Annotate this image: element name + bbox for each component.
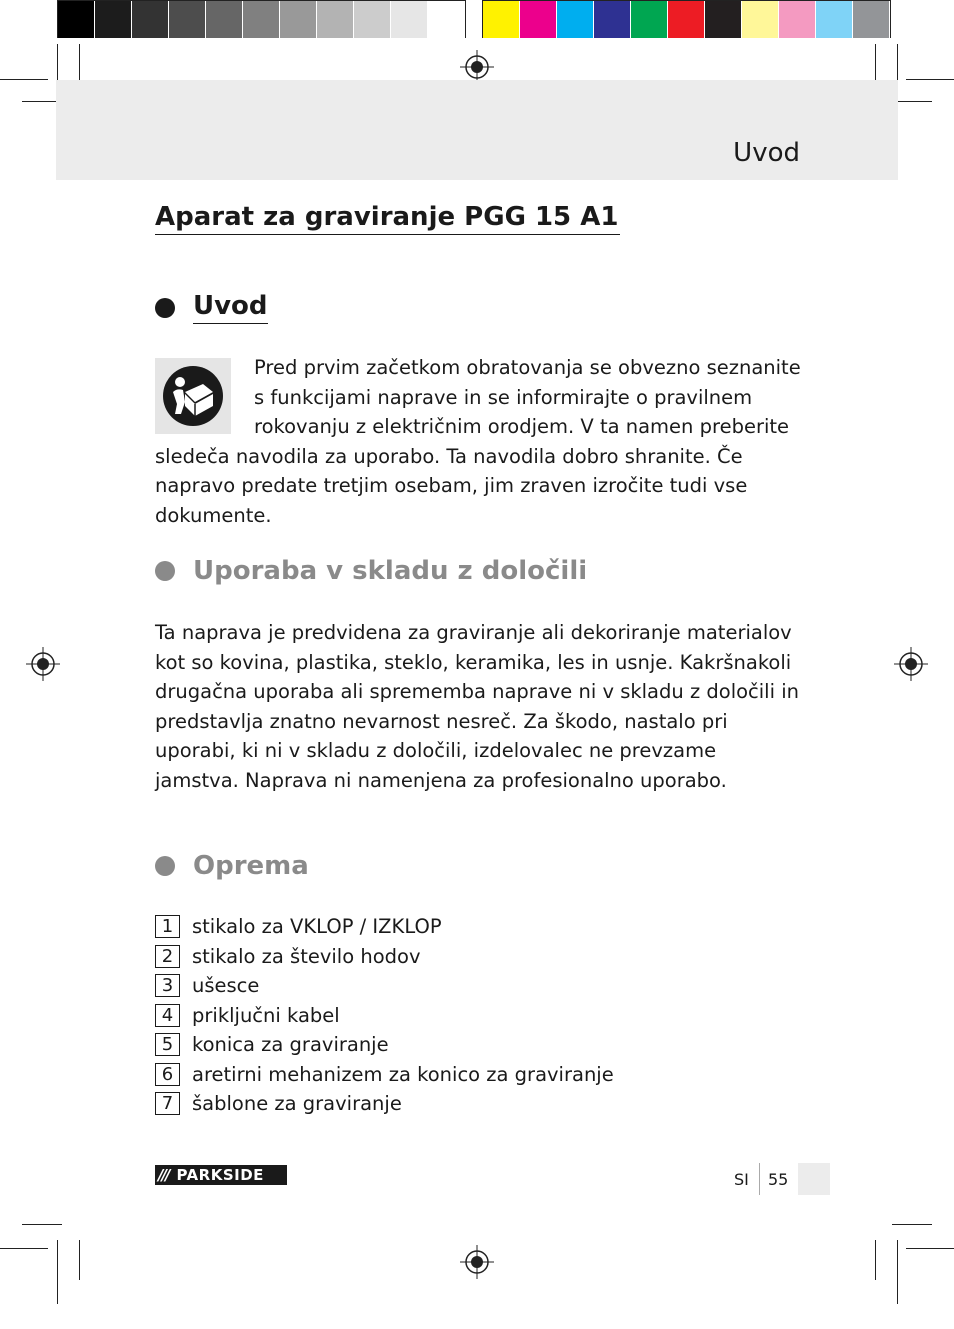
calibration-swatch [95, 1, 132, 38]
item-number: 6 [155, 1063, 180, 1086]
logo-slashes: /// [158, 1166, 169, 1184]
calibration-swatch [428, 1, 465, 38]
registration-mark-icon [460, 50, 494, 84]
item-number: 3 [155, 974, 180, 997]
calibration-swatch [391, 1, 428, 38]
item-number: 7 [155, 1092, 180, 1115]
calibration-swatch [243, 1, 280, 38]
footer-divider [759, 1163, 760, 1195]
intro-paragraph [155, 353, 805, 530]
item-label: priključni kabel [192, 1003, 340, 1027]
calibration-swatch [317, 1, 354, 38]
calibration-swatch [594, 1, 631, 38]
calibration-swatch [520, 1, 557, 38]
item-number: 2 [155, 945, 180, 968]
language-code: SI [734, 1170, 749, 1189]
calibration-swatch [816, 1, 853, 38]
item-label: ušesce [192, 974, 260, 998]
item-label: stikalo za VKLOP / IZKLOP [192, 915, 442, 939]
calibration-swatch [631, 1, 668, 38]
calibration-swatch [853, 1, 890, 38]
item-label: konica za graviranje [192, 1033, 389, 1057]
item-number: 5 [155, 1033, 180, 1056]
calibration-swatch [557, 1, 594, 38]
bullet-icon [155, 561, 175, 581]
bullet-icon [155, 856, 175, 876]
equipment-list [155, 912, 614, 1119]
section-heading-text: Oprema [193, 851, 309, 881]
crop-mark [22, 1224, 62, 1225]
calibration-swatch [206, 1, 243, 38]
color-calibration-bar [482, 0, 891, 38]
page-tab-marker [798, 1163, 830, 1195]
bullet-icon [155, 298, 175, 318]
crop-mark [875, 1240, 876, 1280]
item-label: šablone za graviranje [192, 1092, 402, 1116]
crop-mark [57, 1240, 58, 1304]
item-number: 1 [155, 915, 180, 938]
crop-mark [906, 79, 954, 80]
intended-use-paragraph: Ta naprava je predvidena za graviranje ali dekoriranje materialov kot so kovina, plastika, steklo, keramika, les in usnje. Kakršnakoli drugačna uporaba ali sprememba naprave ni v skladu z določili in predstavlja znatno nevarnost nesreč. Za škodo, nastalo pri uporabi, ki ni v skladu z določili, izdelovalec ne prevzame jamstva. Naprava ni namenjena za profesionalno uporabo. [155, 621, 799, 792]
calibration-swatch [779, 1, 816, 38]
item-number: 4 [155, 1004, 180, 1027]
crop-mark [906, 1248, 954, 1249]
calibration-swatch [169, 1, 206, 38]
page-number: 55 [768, 1170, 789, 1189]
calibration-swatch [58, 1, 95, 38]
list-item [155, 942, 614, 972]
calibration-swatch [742, 1, 779, 38]
list-item [155, 1060, 614, 1090]
grayscale-calibration-bar [57, 0, 466, 38]
section-heading-uvod [155, 291, 268, 324]
document-title: Aparat za graviranje PGG 15 A1 [155, 202, 620, 235]
parkside-logo [155, 1165, 287, 1185]
calibration-swatch [705, 1, 742, 38]
section-heading-text: Uporaba v skladu z določili [193, 556, 588, 586]
calibration-swatch [280, 1, 317, 38]
list-item [155, 1001, 614, 1031]
list-item [155, 1030, 614, 1060]
item-label: stikalo za število hodov [192, 944, 421, 968]
crop-mark [892, 101, 932, 102]
item-label: aretirni mehanizem za konico za graviranje [192, 1062, 614, 1086]
section-heading-text: Uvod [193, 291, 268, 324]
crop-mark [79, 1240, 80, 1280]
list-item [155, 971, 614, 1001]
calibration-swatch [668, 1, 705, 38]
crop-mark [0, 1248, 48, 1249]
registration-mark-icon [460, 1245, 494, 1279]
crop-mark [892, 1224, 932, 1225]
section-heading-oprema [155, 851, 309, 881]
list-item [155, 1089, 614, 1119]
logo-text: PARKSIDE [176, 1166, 264, 1184]
calibration-swatch [354, 1, 391, 38]
registration-mark-icon [894, 647, 928, 681]
crop-mark [897, 1240, 898, 1304]
intro-text: Pred prvim začetkom obratovanja se obvezno seznanite s funkcijami naprave in se informirajte o pravilnem rokovanju z električnim orodjem. V ta namen preberite sledeča navodila za uporabo. Ta navodila dobro shranite. Če napravo predate tretjim osebam, jim zraven izročite tudi vse dokumente. [155, 356, 801, 527]
crop-mark [0, 79, 48, 80]
registration-mark-icon [26, 647, 60, 681]
list-item [155, 912, 614, 942]
section-heading-uporaba [155, 556, 587, 586]
calibration-swatch [132, 1, 169, 38]
header-title: Uvod [733, 138, 800, 168]
calibration-swatch [483, 1, 520, 38]
